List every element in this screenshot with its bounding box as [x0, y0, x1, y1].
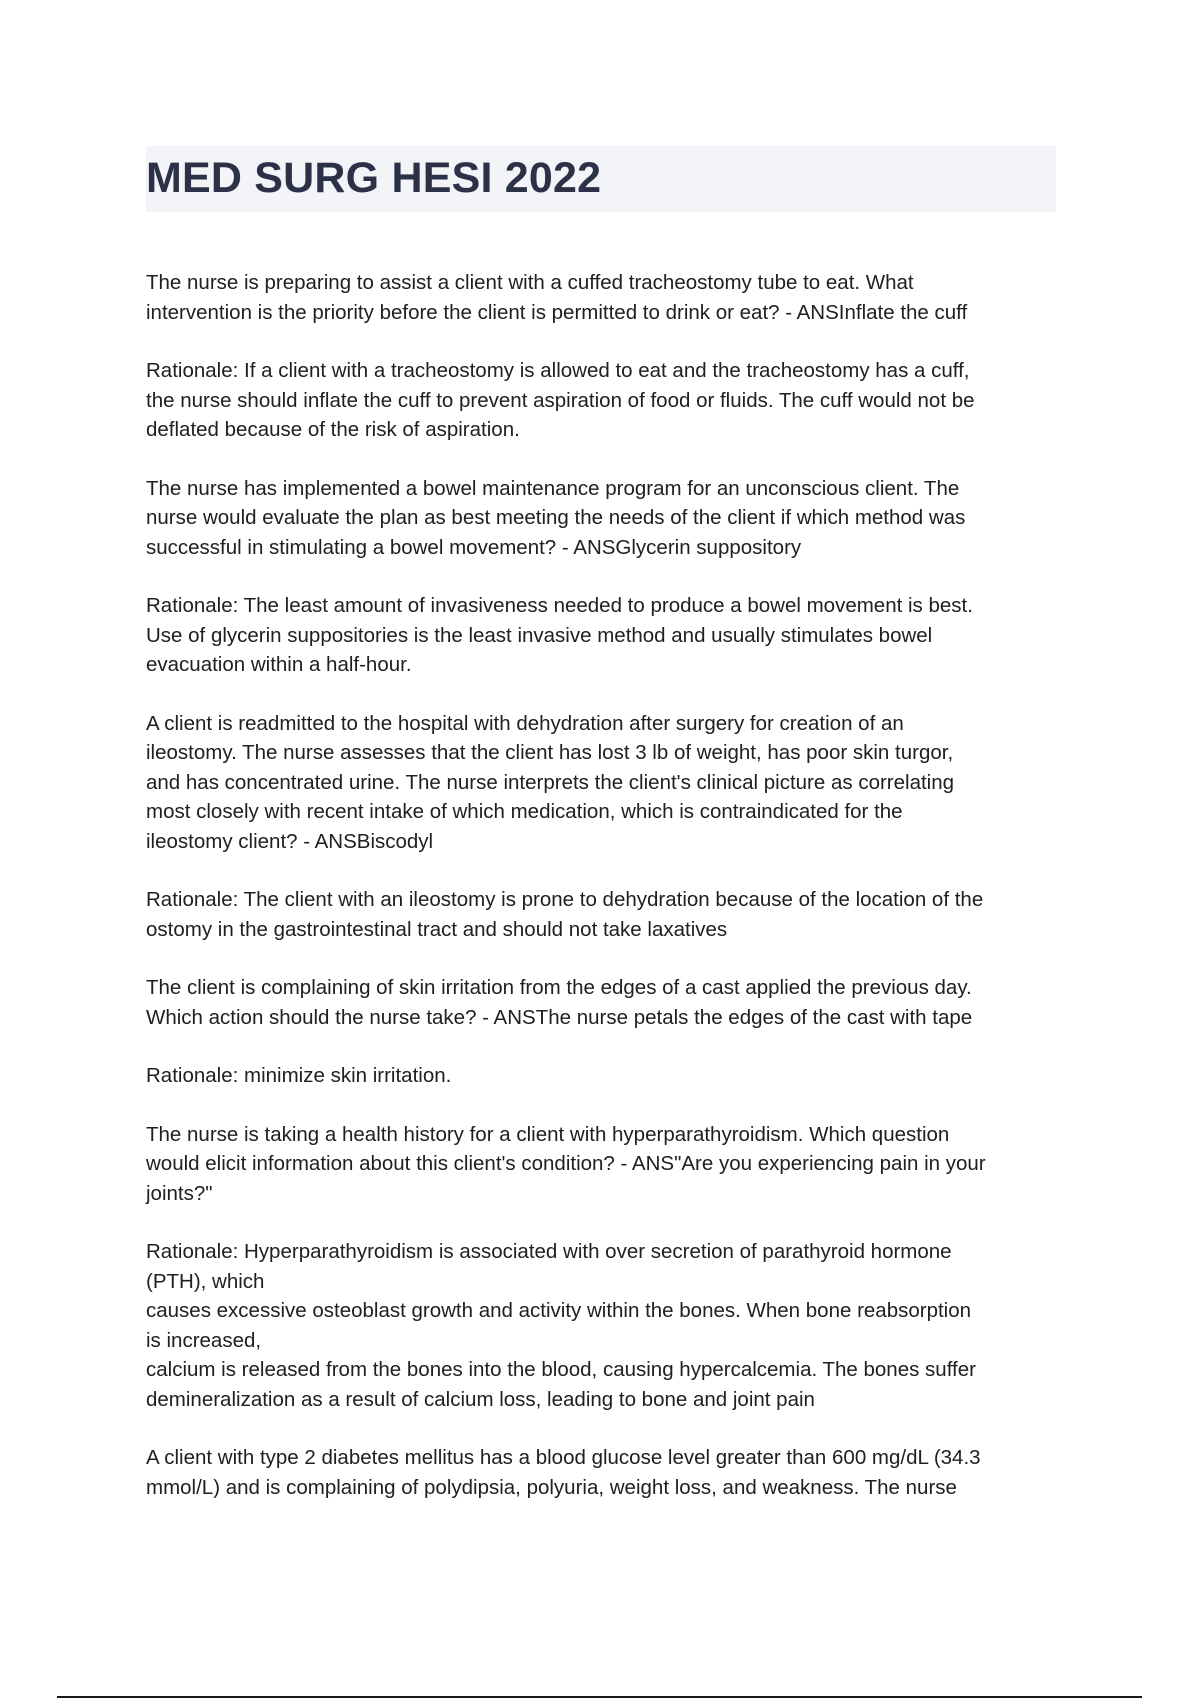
- rationale-paragraph: [146, 1237, 1058, 1414]
- text-line: (PTH), which: [146, 1269, 265, 1293]
- text-line: ileostomy. The nurse assesses that the client has lost 3 lb of weight, has poor skin turgor,: [146, 741, 954, 764]
- text-line: ostomy in the gastrointestinal tract and should not take laxatives: [146, 917, 728, 941]
- text-line: Rationale: Hyperparathyroidism is associated with over secretion of parathyroid hormone: [146, 1240, 952, 1263]
- text-line: mmol/L) and is complaining of polydipsia, polyuria, weight loss, and weakness. The nurse: [146, 1475, 957, 1499]
- question-paragraph: [146, 973, 1058, 1032]
- rationale-paragraph: [146, 591, 1058, 680]
- question-paragraph: [146, 474, 1058, 563]
- document-title: MED SURG HESI 2022: [146, 154, 602, 202]
- question-paragraph: [146, 1443, 1058, 1502]
- text-line: calcium is released from the bones into the blood, causing hypercalcemia. The bones suffer: [146, 1358, 976, 1381]
- text-line: intervention is the priority before the client is permitted to drink or eat? - ANSInflate the cuff: [146, 300, 968, 324]
- text-line: Which action should the nurse take? - ANSThe nurse petals the edges of the cast with tape: [146, 1005, 973, 1029]
- text-line: deflated because of the risk of aspiration.: [146, 418, 520, 441]
- text-line: Rationale: The client with an ileostomy is prone to dehydration because of the location of the: [146, 888, 984, 911]
- text-line: The client is complaining of skin irritation from the edges of a cast applied the previous day.: [146, 976, 972, 999]
- text-line: would elicit information about this client's condition? - ANS"Are you experiencing pain in your: [146, 1152, 986, 1175]
- document-body: [146, 268, 1058, 1531]
- question-paragraph: [146, 1120, 1058, 1209]
- text-line: The nurse is preparing to assist a client with a cuffed tracheostomy tube to eat. What: [146, 271, 914, 294]
- text-line: the nurse should inflate the cuff to prevent aspiration of food or fluids. The cuff would not be: [146, 388, 975, 412]
- question-paragraph: [146, 709, 1058, 857]
- question-paragraph: [146, 268, 1058, 327]
- text-line: The nurse has implemented a bowel maintenance program for an unconscious client. The: [146, 476, 960, 500]
- text-line: Rationale: The least amount of invasiveness needed to produce a bowel movement is best.: [146, 594, 973, 617]
- page-bottom-rule: [57, 1696, 1142, 1698]
- text-line: is increased,: [146, 1328, 262, 1352]
- rationale-paragraph: [146, 356, 1058, 445]
- text-line: causes excessive osteoblast growth and activity within the bones. When bone reabsorption: [146, 1299, 972, 1322]
- text-line: The nurse is taking a health history for a client with hyperparathyroidism. Which question: [146, 1122, 950, 1146]
- text-line: ileostomy client? - ANSBiscodyl: [146, 829, 434, 853]
- text-line: successful in stimulating a bowel movement? - ANSGlycerin suppository: [146, 535, 802, 559]
- text-line: and has concentrated urine. The nurse interprets the client's clinical picture as correlating: [146, 770, 955, 794]
- text-line: Rationale: If a client with a tracheostomy is allowed to eat and the tracheostomy has a cuff,: [146, 359, 970, 382]
- text-line: demineralization as a result of calcium loss, leading to bone and joint pain: [146, 1387, 815, 1411]
- text-line: nurse would evaluate the plan as best meeting the needs of the client if which method was: [146, 506, 966, 529]
- rationale-paragraph: [146, 885, 1058, 944]
- rationale-paragraph: [146, 1061, 1058, 1091]
- text-line: Use of glycerin suppositories is the least invasive method and usually stimulates bowel: [146, 623, 933, 647]
- text-line: A client is readmitted to the hospital with dehydration after surgery for creation of an: [146, 711, 904, 735]
- title-band: [146, 146, 1056, 212]
- text-line: Rationale: minimize skin irritation.: [146, 1064, 452, 1087]
- text-line: evacuation within a half-hour.: [146, 653, 412, 676]
- text-line: most closely with recent intake of which medication, which is contraindicated for the: [146, 800, 903, 823]
- text-line: A client with type 2 diabetes mellitus has a blood glucose level greater than 600 mg/dL (34.3: [146, 1446, 981, 1469]
- text-line: joints?": [146, 1181, 213, 1205]
